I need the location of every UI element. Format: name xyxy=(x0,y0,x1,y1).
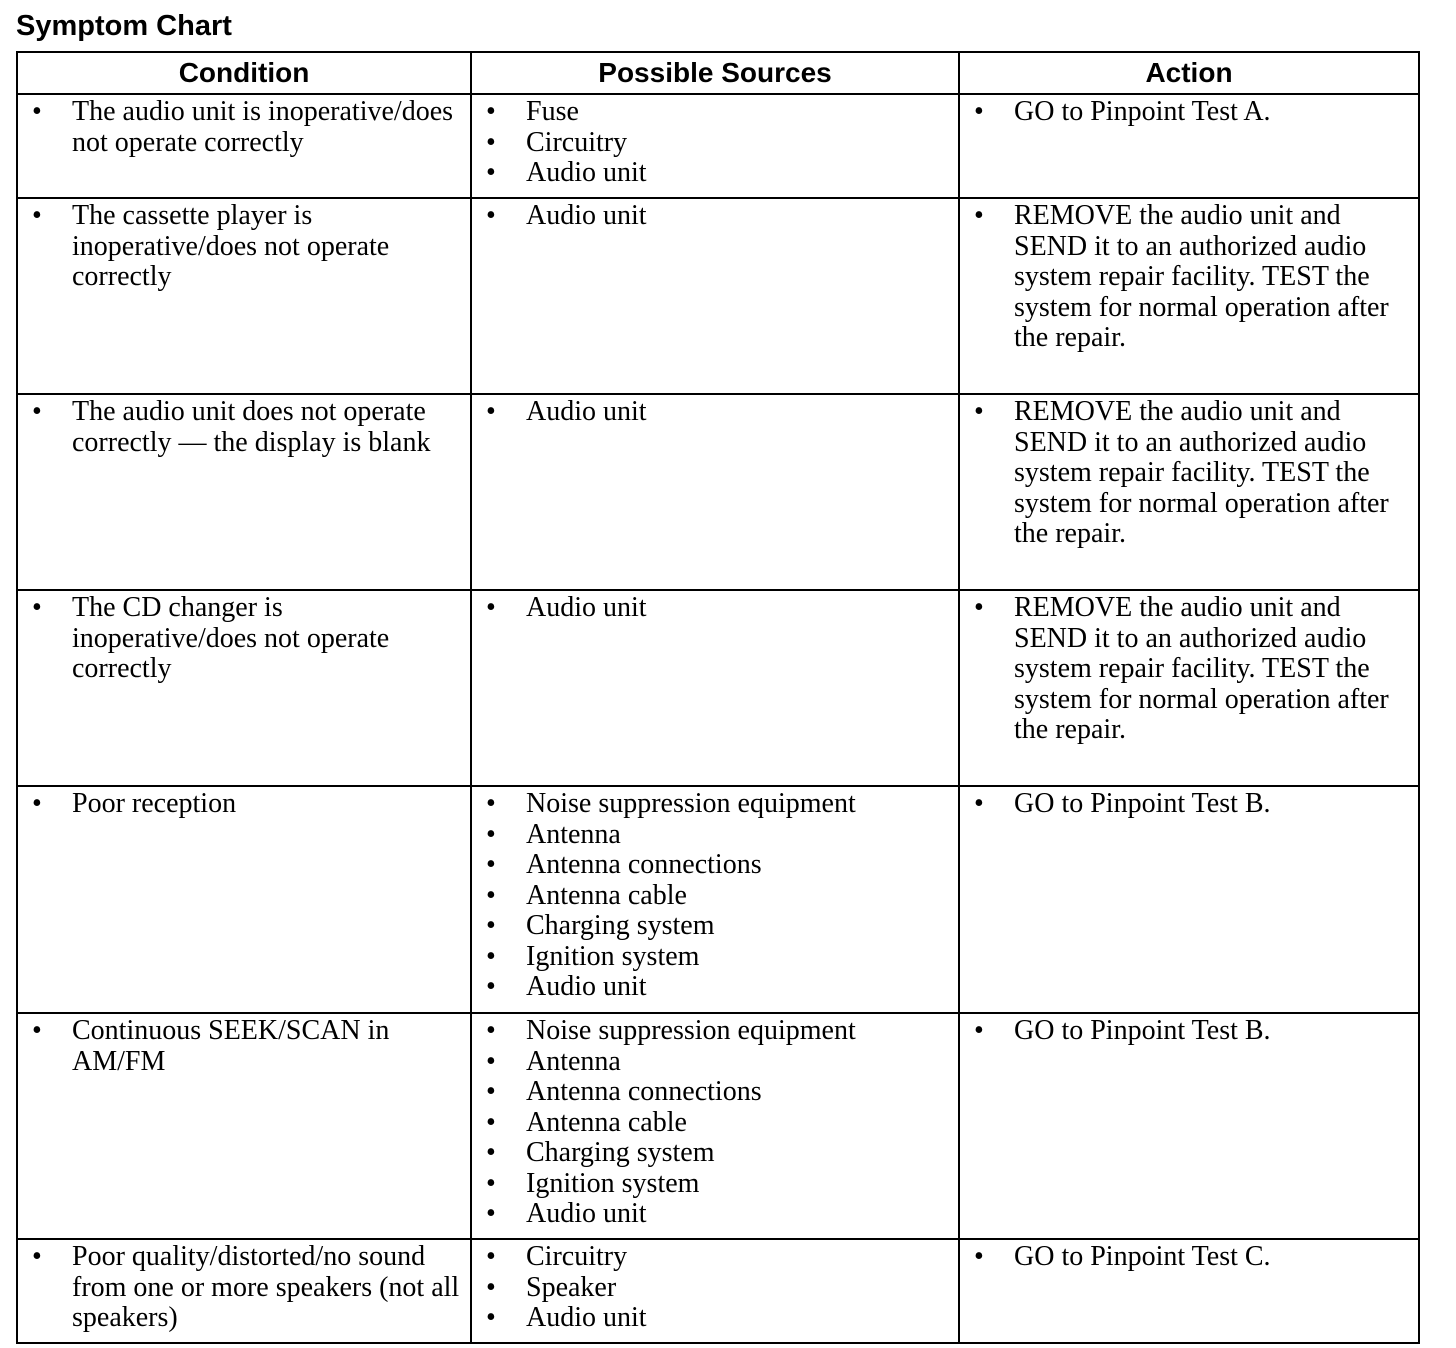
condition-item: • Poor reception xyxy=(26,789,462,820)
table-row xyxy=(17,1013,1419,1239)
condition-cell xyxy=(17,786,471,1013)
table-row xyxy=(17,1239,1419,1343)
table-row xyxy=(17,94,1419,198)
sources-cell xyxy=(471,198,959,394)
source-item: • Noise suppression equipment xyxy=(480,789,950,820)
action-cell xyxy=(959,1239,1419,1343)
condition-item: • The audio unit does not operate correctly — the display is blank xyxy=(26,397,462,458)
table-row xyxy=(17,394,1419,590)
action-item: • GO to Pinpoint Test B. xyxy=(968,789,1410,820)
sources-cell xyxy=(471,94,959,198)
condition-cell xyxy=(17,198,471,394)
action-cell xyxy=(959,1013,1419,1239)
source-item: • Fuse xyxy=(480,97,950,128)
condition-cell xyxy=(17,94,471,198)
header-action: Action xyxy=(959,52,1419,94)
action-cell xyxy=(959,394,1419,590)
source-item: • Audio unit xyxy=(480,397,950,428)
sources-cell xyxy=(471,786,959,1013)
source-item: • Audio unit xyxy=(480,593,950,624)
action-item: • GO to Pinpoint Test C. xyxy=(968,1242,1410,1273)
action-cell xyxy=(959,198,1419,394)
source-item: • Charging system xyxy=(480,1138,950,1169)
condition-cell xyxy=(17,590,471,786)
header-row xyxy=(17,52,1419,94)
source-item: • Circuitry xyxy=(480,128,950,159)
source-item: • Audio unit xyxy=(480,972,950,1003)
source-item: • Audio unit xyxy=(480,201,950,232)
condition-item: • The audio unit is inoperative/does not operate correctly xyxy=(26,97,462,158)
source-item: • Antenna xyxy=(480,820,950,851)
sources-cell xyxy=(471,590,959,786)
table-row xyxy=(17,786,1419,1013)
source-item: • Antenna connections xyxy=(480,1077,950,1108)
action-cell xyxy=(959,94,1419,198)
condition-cell xyxy=(17,1013,471,1239)
source-item: • Noise suppression equipment xyxy=(480,1016,950,1047)
condition-item: • Poor quality/distorted/no sound from one or more speakers (not all speakers) xyxy=(26,1242,462,1334)
table-row xyxy=(17,198,1419,394)
sources-cell xyxy=(471,1013,959,1239)
source-item: • Antenna cable xyxy=(480,1108,950,1139)
source-item: • Antenna xyxy=(480,1047,950,1078)
condition-item: • Continuous SEEK/SCAN in AM/FM xyxy=(26,1016,462,1077)
action-cell xyxy=(959,590,1419,786)
source-item: • Charging system xyxy=(480,911,950,942)
action-item: • REMOVE the audio unit and SEND it to an authorized audio system repair facility. TEST the system for normal operation after the repair. xyxy=(968,201,1410,354)
condition-item: • The CD changer is inoperative/does not operate correctly xyxy=(26,593,462,685)
source-item: • Audio unit xyxy=(480,1199,950,1230)
condition-item: • The cassette player is inoperative/does not operate correctly xyxy=(26,201,462,293)
source-item: • Ignition system xyxy=(480,1169,950,1200)
source-item: • Circuitry xyxy=(480,1242,950,1273)
sources-cell xyxy=(471,1239,959,1343)
condition-cell xyxy=(17,394,471,590)
action-cell xyxy=(959,786,1419,1013)
symptom-table xyxy=(16,51,1420,1344)
header-possible-sources: Possible Sources xyxy=(471,52,959,94)
source-item: • Audio unit xyxy=(480,158,950,189)
table-row xyxy=(17,590,1419,786)
source-item: • Antenna connections xyxy=(480,850,950,881)
sources-cell xyxy=(471,394,959,590)
page-title: Symptom Chart xyxy=(16,10,232,42)
condition-cell xyxy=(17,1239,471,1343)
source-item: • Audio unit xyxy=(480,1303,950,1334)
source-item: • Antenna cable xyxy=(480,881,950,912)
header-condition: Condition xyxy=(17,52,471,94)
action-item: • GO to Pinpoint Test B. xyxy=(968,1016,1410,1047)
action-item: • REMOVE the audio unit and SEND it to an authorized audio system repair facility. TEST the system for normal operation after the repair. xyxy=(968,397,1410,550)
action-item: • REMOVE the audio unit and SEND it to an authorized audio system repair facility. TEST the system for normal operation after the repair. xyxy=(968,593,1410,746)
action-item: • GO to Pinpoint Test A. xyxy=(968,97,1410,128)
source-item: • Ignition system xyxy=(480,942,950,973)
source-item: • Speaker xyxy=(480,1273,950,1304)
